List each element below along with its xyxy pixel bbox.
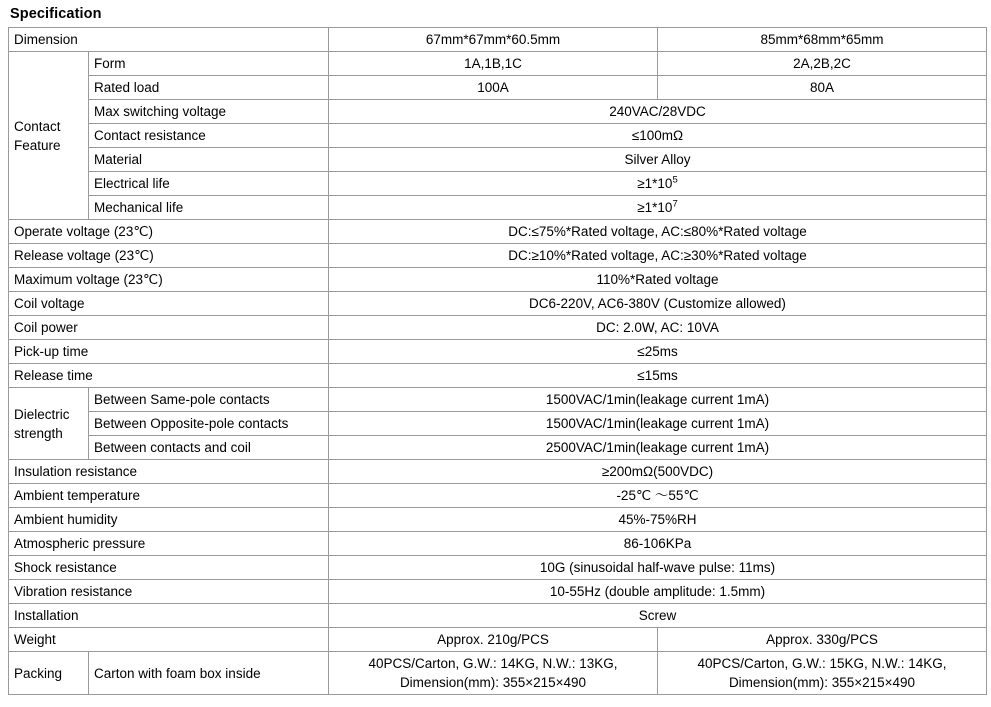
row-value-max-switching-voltage: 240VAC/28VDC <box>329 100 987 124</box>
table-row <box>9 604 987 628</box>
electrical-life-exponent: 5 <box>672 174 678 186</box>
packing-left-line2: Dimension(mm): 355×215×490 <box>399 675 587 690</box>
row-label-rated-load: Rated load <box>89 76 329 100</box>
row-value-rated-load-right: 80A <box>658 76 987 100</box>
row-sublabel-packing: Carton with foam box inside <box>89 652 329 695</box>
row-label-dielectric-same-pole: Between Same-pole contacts <box>89 388 329 412</box>
table-row <box>9 148 987 172</box>
electrical-life-base: ≥1*10 <box>637 176 673 191</box>
row-value-coil-power: DC: 2.0W, AC: 10VA <box>329 316 987 340</box>
row-value-contact-form-right: 2A,2B,2C <box>658 52 987 76</box>
table-row <box>9 580 987 604</box>
table-row <box>9 100 987 124</box>
row-value-operate-voltage: DC:≤75%*Rated voltage, AC:≤80%*Rated voltage <box>329 220 987 244</box>
table-row <box>9 244 987 268</box>
row-value-contact-resistance: ≤100mΩ <box>329 124 987 148</box>
group-label-line2: Feature <box>14 137 61 153</box>
row-label-dielectric-opposite-pole: Between Opposite-pole contacts <box>89 412 329 436</box>
row-value-ambient-humidity: 45%-75%RH <box>329 508 987 532</box>
mechanical-life-exponent: 7 <box>672 198 678 210</box>
table-row <box>9 508 987 532</box>
row-value-material: Silver Alloy <box>329 148 987 172</box>
row-value-pick-up-time: ≤25ms <box>329 340 987 364</box>
row-label-operate-voltage: Operate voltage (23℃) <box>9 220 329 244</box>
row-label-electrical-life: Electrical life <box>89 172 329 196</box>
table-row <box>9 436 987 460</box>
row-value-release-voltage: DC:≥10%*Rated voltage, AC:≥30%*Rated voltage <box>329 244 987 268</box>
row-label-dielectric-contacts-coil: Between contacts and coil <box>89 436 329 460</box>
row-value-electrical-life <box>329 172 987 196</box>
row-label-atmospheric-pressure: Atmospheric pressure <box>9 532 329 556</box>
row-label-insulation-resistance: Insulation resistance <box>9 460 329 484</box>
table-row <box>9 52 987 76</box>
row-label-release-voltage: Release voltage (23℃) <box>9 244 329 268</box>
row-value-weight-left: Approx. 210g/PCS <box>329 628 658 652</box>
table-row <box>9 220 987 244</box>
row-label-vibration-resistance: Vibration resistance <box>9 580 329 604</box>
row-label-installation: Installation <box>9 604 329 628</box>
row-label-release-time: Release time <box>9 364 329 388</box>
row-label-coil-power: Coil power <box>9 316 329 340</box>
table-row <box>9 484 987 508</box>
row-label-material: Material <box>89 148 329 172</box>
table-row <box>9 556 987 580</box>
row-value-insulation-resistance: ≥200mΩ(500VDC) <box>329 460 987 484</box>
group-label-dielectric-strength <box>9 388 89 460</box>
packing-left-line1: 40PCS/Carton, G.W.: 14KG, N.W.: 13KG, <box>368 656 618 671</box>
row-label-ambient-temperature: Ambient temperature <box>9 484 329 508</box>
group-label-contact-feature <box>9 52 89 220</box>
row-label-maximum-voltage: Maximum voltage (23℃) <box>9 268 329 292</box>
row-label-pick-up-time: Pick-up time <box>9 340 329 364</box>
table-row <box>9 76 987 100</box>
table-row <box>9 28 987 52</box>
page-title: Specification <box>10 6 102 22</box>
table-row <box>9 412 987 436</box>
row-value-packing-left <box>329 652 658 695</box>
group-label-line1: Dielectric <box>14 406 70 422</box>
row-label-ambient-humidity: Ambient humidity <box>9 508 329 532</box>
group-label-line2: strength <box>14 425 63 441</box>
row-value-installation: Screw <box>329 604 987 628</box>
row-value-atmospheric-pressure: 86-106KPa <box>329 532 987 556</box>
table-row <box>9 316 987 340</box>
row-value-maximum-voltage: 110%*Rated voltage <box>329 268 987 292</box>
specification-table <box>8 27 987 695</box>
row-value-ambient-temperature: -25℃ ～55℃ <box>329 484 987 508</box>
table-row <box>9 172 987 196</box>
row-value-dielectric-same-pole: 1500VAC/1min(leakage current 1mA) <box>329 388 987 412</box>
table-row <box>9 652 987 695</box>
table-row <box>9 124 987 148</box>
row-label-weight: Weight <box>9 628 329 652</box>
row-label-coil-voltage: Coil voltage <box>9 292 329 316</box>
packing-right-line1: 40PCS/Carton, G.W.: 15KG, N.W.: 14KG, <box>697 656 947 671</box>
table-row <box>9 340 987 364</box>
row-value-packing-right <box>658 652 987 695</box>
row-value-dimension-right: 85mm*68mm*65mm <box>658 28 987 52</box>
table-row <box>9 292 987 316</box>
row-label-contact-form: Form <box>89 52 329 76</box>
row-label-contact-resistance: Contact resistance <box>89 124 329 148</box>
row-value-shock-resistance: 10G (sinusoidal half-wave pulse: 11ms) <box>329 556 987 580</box>
row-value-coil-voltage: DC6-220V, AC6-380V (Customize allowed) <box>329 292 987 316</box>
row-label-dimension: Dimension <box>9 28 329 52</box>
table-row <box>9 364 987 388</box>
table-row <box>9 268 987 292</box>
row-value-vibration-resistance: 10-55Hz (double amplitude: 1.5mm) <box>329 580 987 604</box>
row-value-mechanical-life <box>329 196 987 220</box>
row-value-rated-load-left: 100A <box>329 76 658 100</box>
row-label-shock-resistance: Shock resistance <box>9 556 329 580</box>
row-label-packing: Packing <box>9 652 89 695</box>
mechanical-life-base: ≥1*10 <box>637 200 673 215</box>
packing-right-line2: Dimension(mm): 355×215×490 <box>728 675 916 690</box>
row-value-weight-right: Approx. 330g/PCS <box>658 628 987 652</box>
row-value-dimension-left: 67mm*67mm*60.5mm <box>329 28 658 52</box>
table-row <box>9 460 987 484</box>
group-label-line1: Contact <box>14 118 61 134</box>
row-label-max-switching-voltage: Max switching voltage <box>89 100 329 124</box>
table-row <box>9 628 987 652</box>
table-row <box>9 388 987 412</box>
row-value-contact-form-left: 1A,1B,1C <box>329 52 658 76</box>
table-row <box>9 196 987 220</box>
row-value-release-time: ≤15ms <box>329 364 987 388</box>
row-value-dielectric-opposite-pole: 1500VAC/1min(leakage current 1mA) <box>329 412 987 436</box>
table-row <box>9 532 987 556</box>
row-label-mechanical-life: Mechanical life <box>89 196 329 220</box>
row-value-dielectric-contacts-coil: 2500VAC/1min(leakage current 1mA) <box>329 436 987 460</box>
